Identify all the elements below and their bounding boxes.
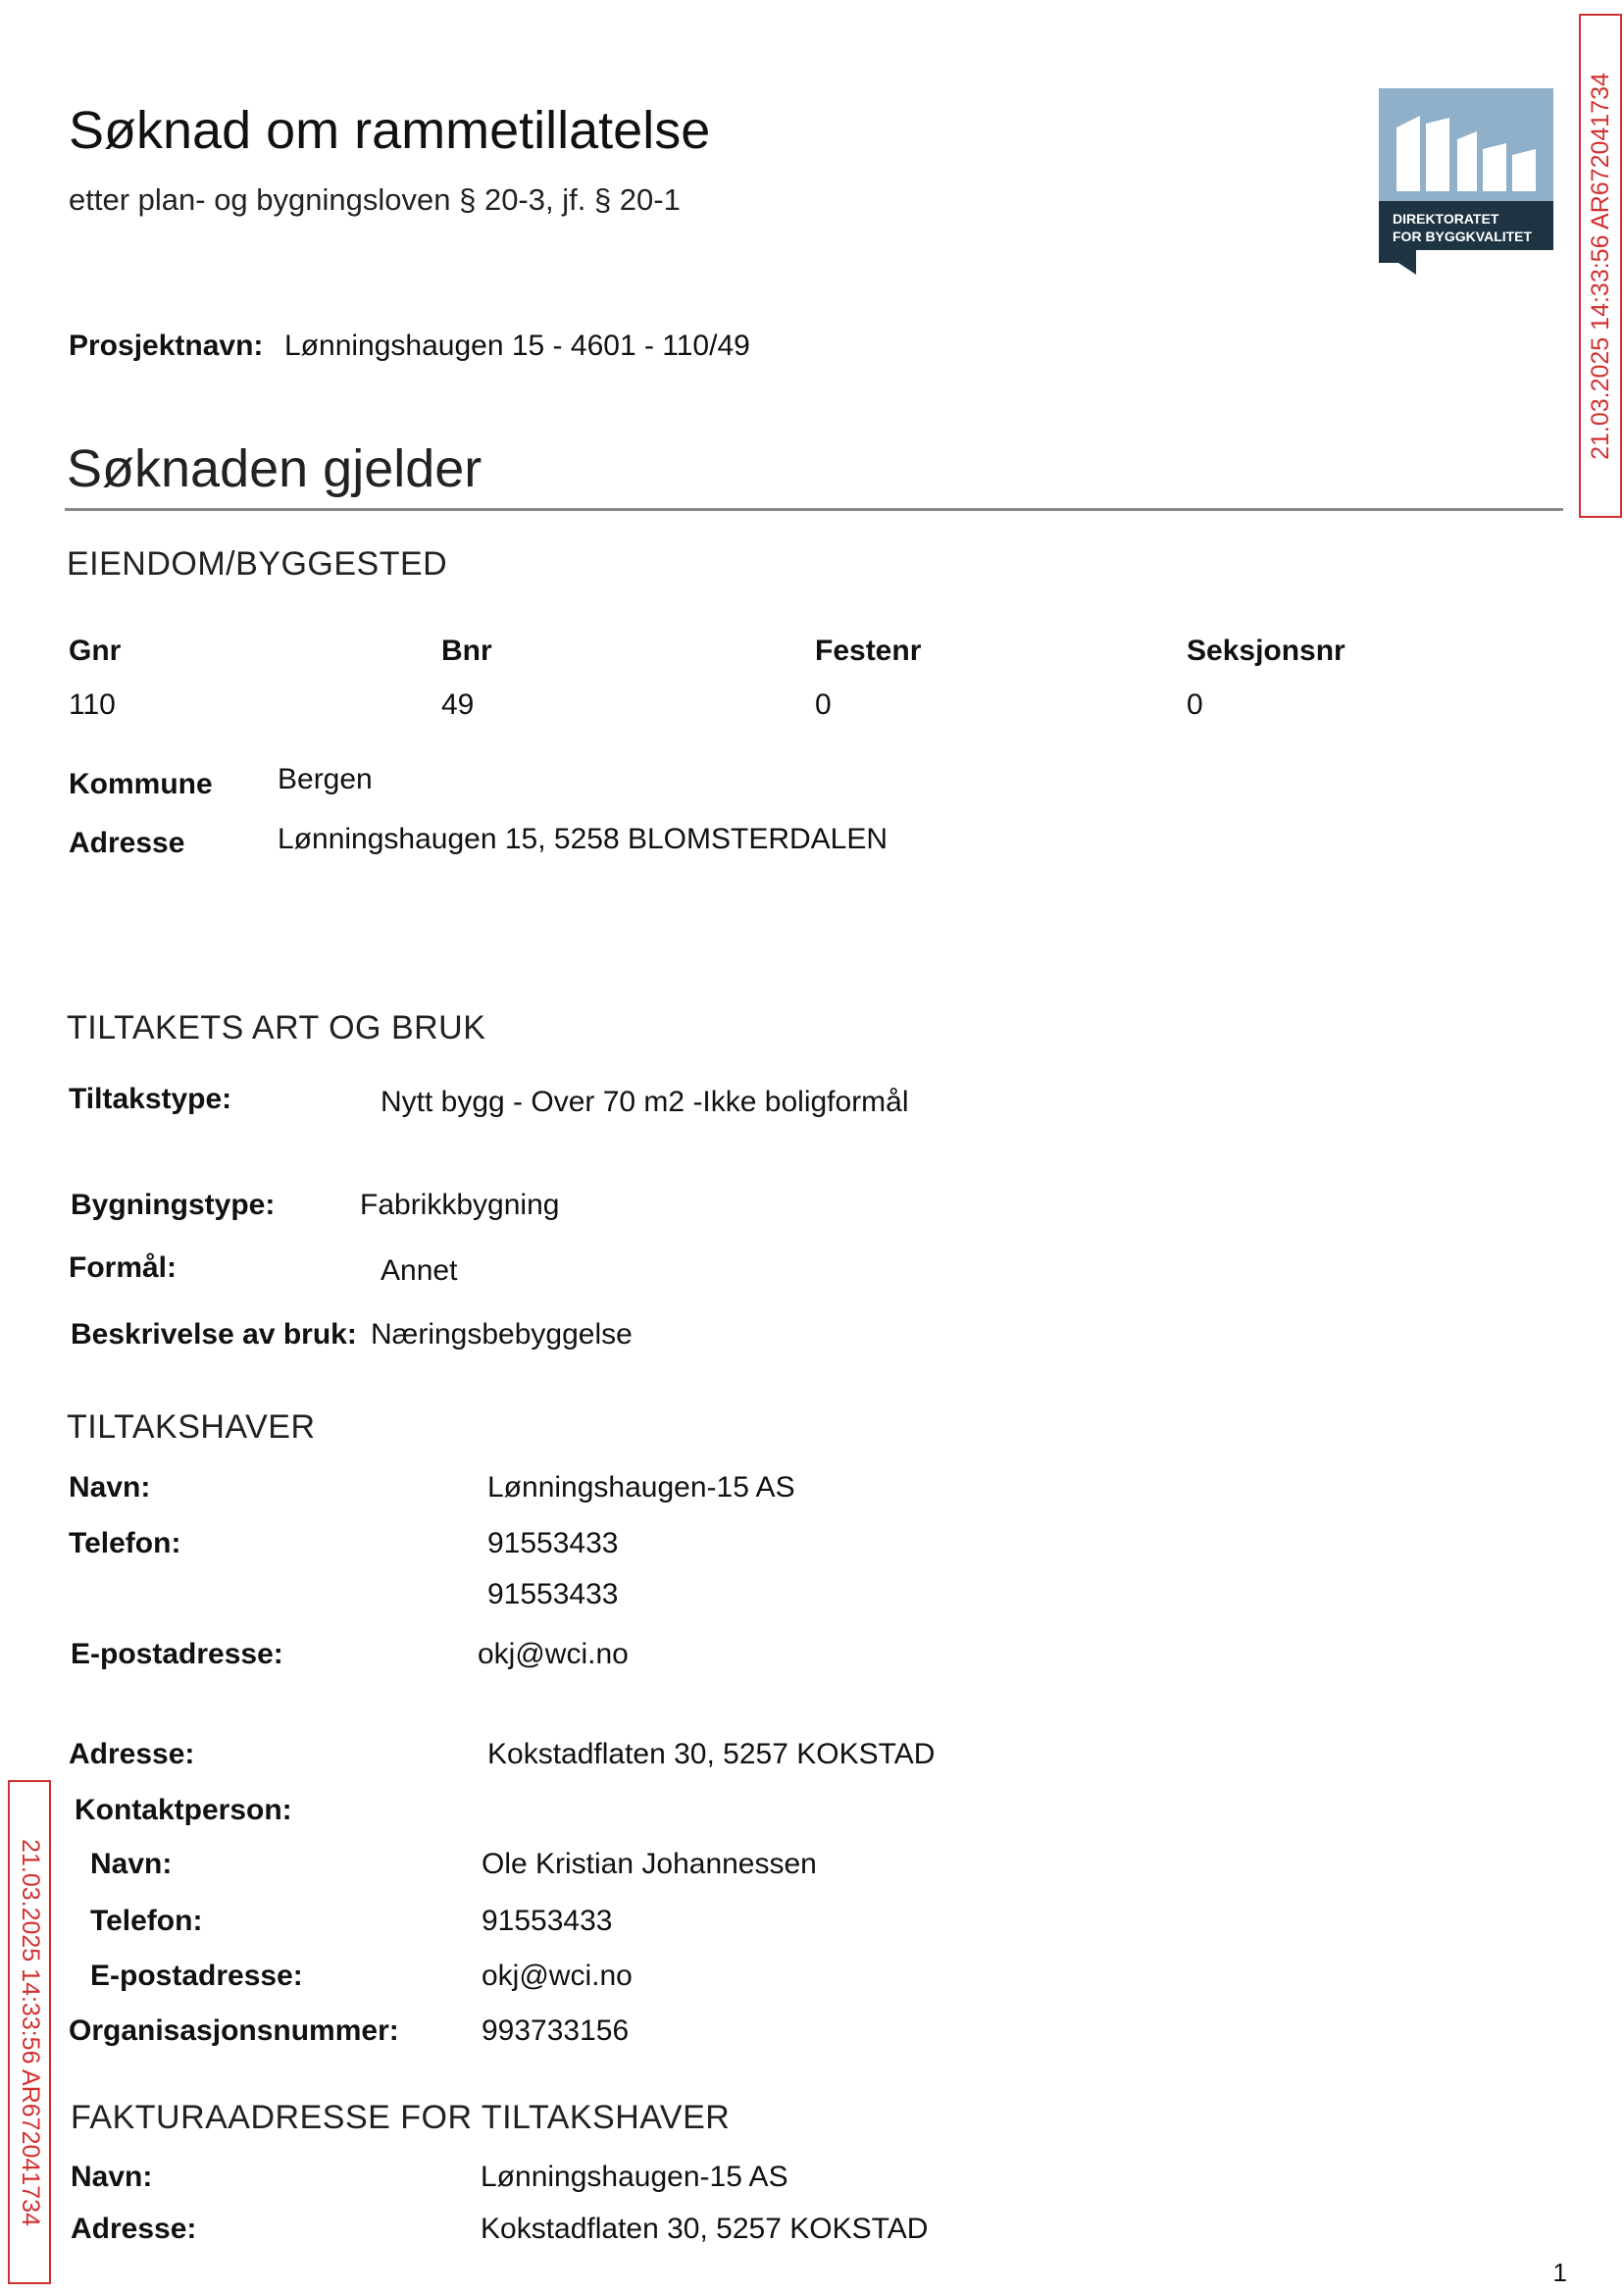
timestamp-stamp-right: 21.03.2025 14:33:56 AR672041734 — [1579, 14, 1622, 518]
section-divider — [65, 508, 1563, 511]
page-number: 1 — [1552, 2258, 1567, 2287]
seksjonsnr-label: Seksjonsnr — [1187, 635, 1345, 667]
bygningstype-label: Bygningstype: — [71, 1189, 276, 1221]
logo-text-2: FOR BYGGKVALITET — [1393, 229, 1533, 244]
tiltakstype-label: Tiltakstype: — [69, 1083, 232, 1115]
tiltakshaver-telefon-value-1: 91553433 — [487, 1527, 619, 1559]
section-title: Søknaden gjelder — [67, 439, 482, 498]
faktura-adresse-value: Kokstadflaten 30, 5257 KOKSTAD — [481, 2213, 929, 2245]
eiendom-heading: EIENDOM/BYGGESTED — [67, 545, 448, 583]
dibk-logo — [1379, 88, 1553, 275]
gnr-label: Gnr — [69, 635, 122, 667]
faktura-navn-value: Lønningshaugen-15 AS — [481, 2161, 788, 2193]
tiltakshaver-telefon-label: Telefon: — [69, 1527, 181, 1559]
faktura-adresse-label: Adresse: — [71, 2213, 197, 2245]
kontakt-epost-value: okj@wci.no — [482, 1960, 633, 1992]
bruk-value: Næringsbebyggelse — [371, 1318, 633, 1351]
kommune-value: Bergen — [278, 763, 373, 795]
project-name-label: Prosjektnavn: — [69, 330, 264, 362]
kontaktperson-label: Kontaktperson: — [75, 1794, 292, 1826]
kommune-label: Kommune — [69, 768, 213, 800]
tiltakstype-value: Nytt bygg - Over 70 m2 -Ikke boligformål — [381, 1086, 909, 1118]
tiltakshaver-navn-label: Navn: — [69, 1471, 151, 1504]
faktura-navn-label: Navn: — [71, 2161, 153, 2193]
tiltak-heading: TILTAKETS ART OG BRUK — [67, 1009, 486, 1046]
tiltakshaver-adresse-label: Adresse: — [69, 1738, 195, 1770]
tiltakshaver-epost-value: okj@wci.no — [478, 1638, 629, 1670]
kontakt-navn-value: Ole Kristian Johannessen — [482, 1848, 817, 1880]
kontakt-epost-label: E-postadresse: — [90, 1960, 303, 1992]
orgnr-label: Organisasjonsnummer: — [69, 2014, 399, 2047]
page-subtitle: etter plan- og bygningsloven § 20-3, jf. § 20-1 — [69, 182, 681, 217]
logo-text-1: DIREKTORATET — [1393, 211, 1499, 227]
kontakt-telefon-value: 91553433 — [482, 1905, 613, 1937]
orgnr-value: 993733156 — [482, 2014, 630, 2047]
adresse-label: Adresse — [69, 827, 185, 859]
project-name-value: Lønningshaugen 15 - 4601 - 110/49 — [284, 330, 750, 362]
formal-label: Formål: — [69, 1251, 178, 1284]
festenr-label: Festenr — [815, 635, 922, 667]
tiltakshaver-epost-label: E-postadresse: — [71, 1638, 283, 1670]
bnr-label: Bnr — [441, 635, 492, 667]
adresse-value: Lønningshaugen 15, 5258 BLOMSTERDALEN — [278, 823, 888, 855]
gnr-value: 110 — [69, 688, 116, 721]
bnr-value: 49 — [441, 688, 475, 721]
seksjonsnr-value: 0 — [1187, 688, 1203, 721]
tiltakshaver-navn-value: Lønningshaugen-15 AS — [487, 1471, 795, 1504]
formal-value: Annet — [381, 1254, 458, 1287]
faktura-heading: FAKTURAADRESSE FOR TILTAKSHAVER — [71, 2099, 731, 2136]
kontakt-navn-label: Navn: — [90, 1848, 173, 1880]
kontakt-telefon-label: Telefon: — [90, 1905, 203, 1937]
tiltakshaver-heading: TILTAKSHAVER — [67, 1408, 316, 1446]
bruk-label: Beskrivelse av bruk: — [71, 1318, 357, 1351]
timestamp-stamp-left: 21.03.2025 14:33:56 AR672041734 — [8, 1780, 51, 2284]
tiltakshaver-telefon-value-2: 91553433 — [487, 1578, 619, 1610]
page-title: Søknad om rammetillatelse — [69, 101, 711, 160]
tiltakshaver-adresse-value: Kokstadflaten 30, 5257 KOKSTAD — [487, 1738, 936, 1770]
bygningstype-value: Fabrikkbygning — [360, 1189, 560, 1221]
festenr-value: 0 — [815, 688, 832, 721]
